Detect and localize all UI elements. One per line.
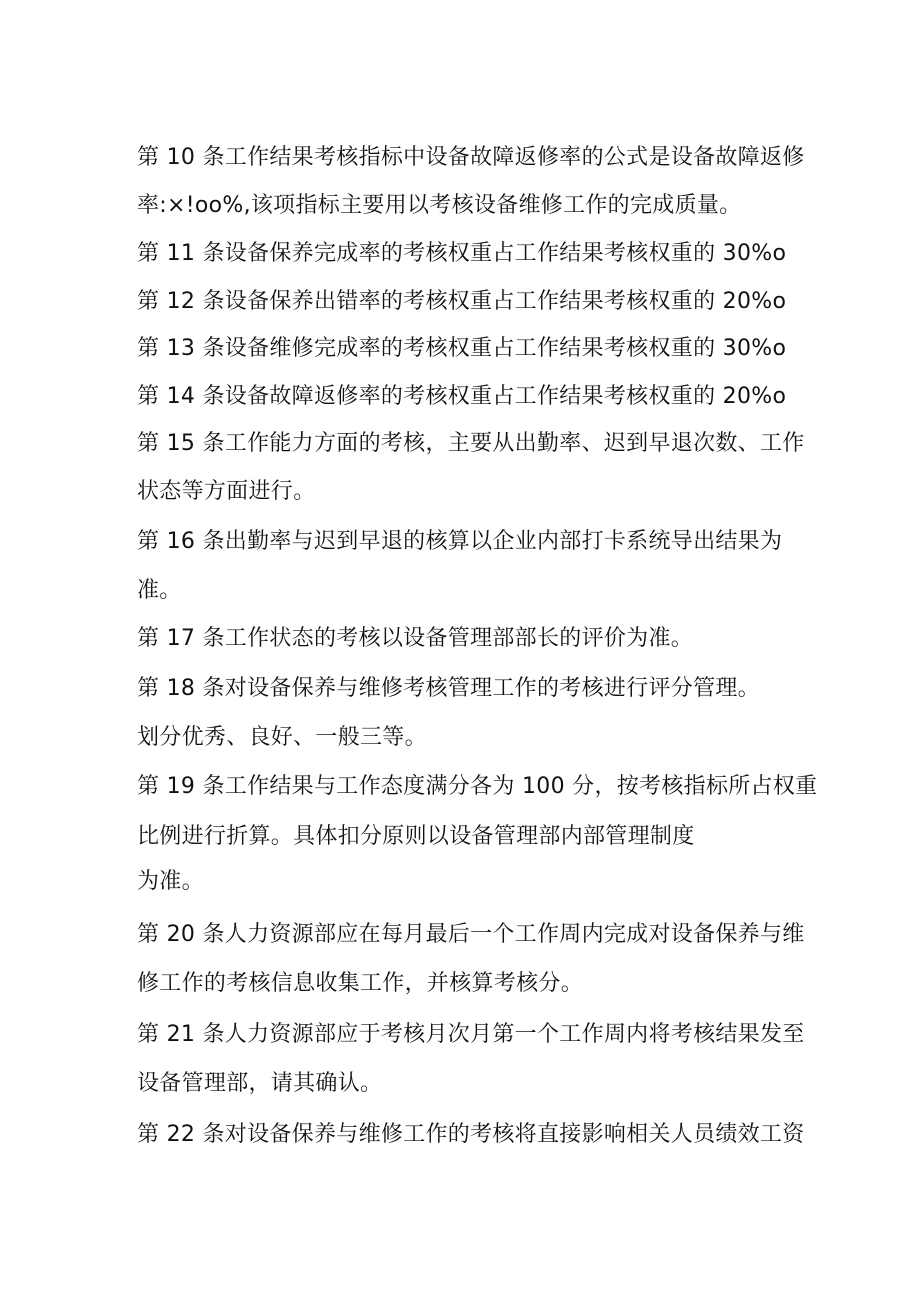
- text-line: 比例进行折算。具体扣分原则以设备管理部内部管理制度: [137, 824, 695, 849]
- text-line: 第 18 条对设备保养与维修考核管理工作的考核进行评分管理。: [137, 676, 760, 701]
- text-line: 第 21 条人力资源部应于考核月次月第一个工作周内将考核结果发至: [137, 1022, 805, 1047]
- text-line: 第 11 条设备保养完成率的考核权重占工作结果考核权重的 30%o: [137, 241, 787, 266]
- text-line: 第 15 条工作能力方面的考核，主要从出勤率、迟到早退次数、工作: [137, 431, 805, 456]
- text-line: 率:×!oo%,该项指标主要用以考核设备维修工作的完成质量。: [137, 193, 742, 218]
- text-line: 第 13 条设备维修完成率的考核权重占工作结果考核权重的 30%o: [137, 336, 787, 361]
- text-line: 准。: [137, 578, 182, 603]
- text-line: 第 19 条工作结果与工作态度满分各为 100 分，按考核指标所占权重: [137, 774, 818, 799]
- text-line: 第 14 条设备故障返修率的考核权重占工作结果考核权重的 20%o: [137, 384, 787, 409]
- text-line: 修工作的考核信息收集工作，并核算考核分。: [137, 971, 584, 996]
- text-line: 第 22 条对设备保养与维修工作的考核将直接影响相关人员绩效工资: [137, 1122, 805, 1147]
- text-line: 第 10 条工作结果考核指标中设备故障返修率的公式是设备故障返修: [137, 145, 805, 170]
- text-line: 状态等方面进行。: [137, 479, 316, 504]
- text-line: 为准。: [137, 869, 204, 894]
- text-line: 第 17 条工作状态的考核以设备管理部部长的评价为准。: [137, 626, 694, 651]
- text-line: 设备管理部，请其确认。: [137, 1071, 383, 1096]
- text-line: 第 16 条出勤率与迟到早退的核算以企业内部打卡系统导出结果为: [137, 529, 783, 554]
- text-line: 第 20 条人力资源部应在每月最后一个工作周内完成对设备保养与维: [137, 922, 805, 947]
- text-line: 第 12 条设备保养出错率的考核权重占工作结果考核权重的 20%o: [137, 289, 787, 314]
- text-line: 划分优秀、良好、一般三等。: [137, 725, 427, 750]
